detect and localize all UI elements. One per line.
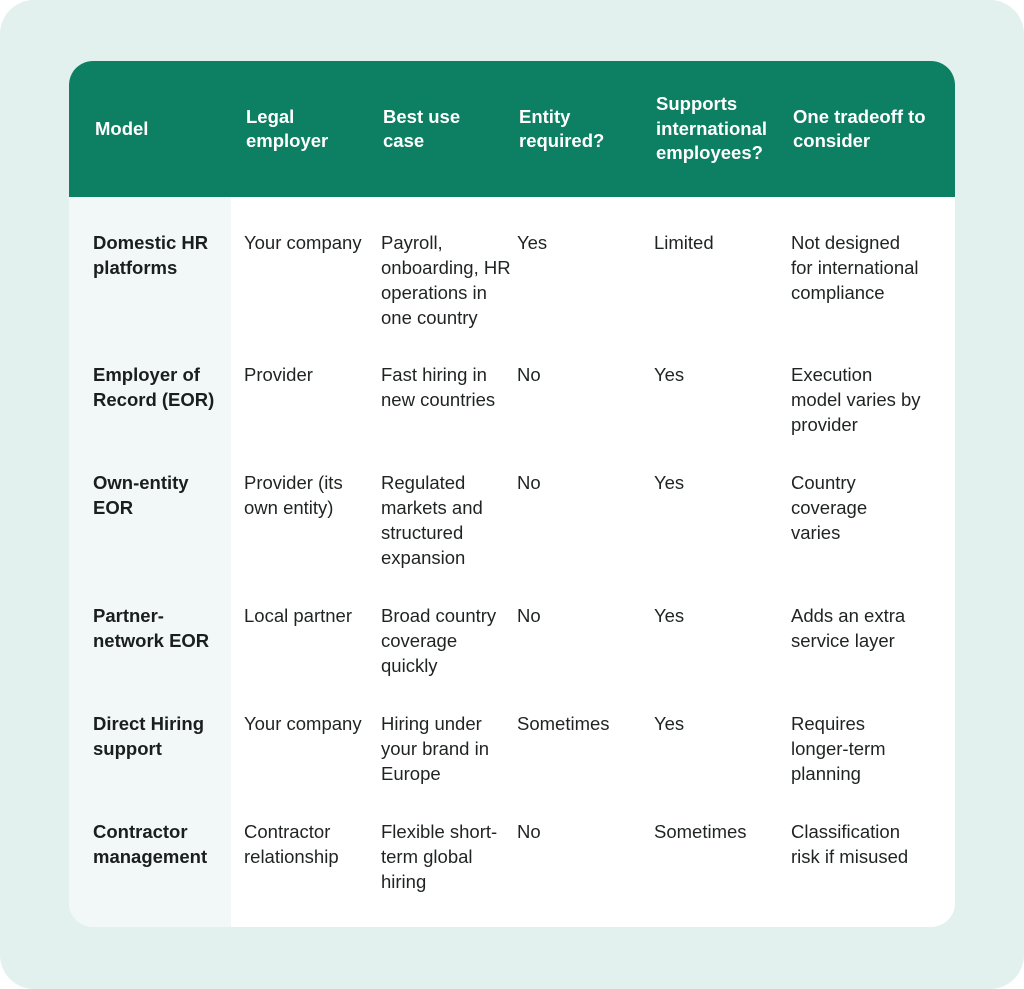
best-use-case-cell: Flexible short-term global hiring <box>381 821 498 892</box>
tradeoff-cell: Requires longer-term planning <box>791 713 886 784</box>
best-use-case-cell: Fast hiring in new countries <box>381 364 496 410</box>
tradeoff-cell: Country coverage varies <box>791 472 868 543</box>
header-tradeoff-label: One tradeoff to consider <box>793 105 926 151</box>
table-header <box>69 61 955 197</box>
tradeoff-cell: Adds an extra service layer <box>791 605 906 651</box>
model-cell: Domestic HR platforms <box>93 232 209 278</box>
entity-required-cell: No <box>517 472 541 493</box>
supports-international-cell: Yes <box>654 364 685 385</box>
supports-international-cell: Yes <box>654 713 685 734</box>
header-legal-employer-label: Legal employer <box>246 105 329 151</box>
legal-employer-cell: Your company <box>244 232 362 253</box>
entity-required-cell: No <box>517 821 541 842</box>
header-best-use-case-label: Best use case <box>383 105 461 151</box>
header-best-use-case <box>383 61 493 197</box>
header-tradeoff <box>793 61 938 197</box>
tradeoff-cell: Classification risk if misused <box>791 821 909 867</box>
model-cell: Partner-network EOR <box>93 605 210 651</box>
supports-international-cell: Sometimes <box>654 821 747 842</box>
model-cell: Own-entity EOR <box>93 472 189 518</box>
best-use-case-cell: Regulated markets and structured expansion <box>381 472 483 568</box>
comparison-table <box>69 61 955 927</box>
model-cell: Contractor management <box>93 821 208 867</box>
legal-employer-cell: Contractor relationship <box>244 821 339 867</box>
model-cell: Direct Hiring support <box>93 713 205 759</box>
header-entity-required-label: Entity required? <box>519 105 605 151</box>
header-supports-international-label: Supports international employees? <box>656 93 768 164</box>
entity-required-cell: Yes <box>517 232 548 253</box>
entity-required-cell: No <box>517 605 541 626</box>
legal-employer-cell: Local partner <box>244 605 352 626</box>
supports-international-cell: Limited <box>654 232 714 253</box>
entity-required-cell: No <box>517 364 541 385</box>
entity-required-cell: Sometimes <box>517 713 610 734</box>
first-column-background <box>69 197 231 927</box>
model-cell: Employer of Record (EOR) <box>93 364 215 410</box>
best-use-case-cell: Broad country coverage quickly <box>381 605 497 676</box>
tradeoff-cell: Execution model varies by provider <box>791 364 921 435</box>
legal-employer-cell: Provider <box>244 364 313 385</box>
header-legal-employer <box>246 61 366 197</box>
tradeoff-cell: Not designed for international compliance <box>791 232 919 303</box>
legal-employer-cell: Provider (its own entity) <box>244 472 343 518</box>
header-supports-international <box>656 61 786 197</box>
header-entity-required <box>519 61 629 197</box>
header-model-label: Model <box>95 117 149 139</box>
supports-international-cell: Yes <box>654 472 685 493</box>
legal-employer-cell: Your company <box>244 713 362 734</box>
header-model <box>95 61 225 197</box>
supports-international-cell: Yes <box>654 605 685 626</box>
best-use-case-cell: Payroll, onboarding, HR operations in one country <box>381 232 511 328</box>
best-use-case-cell: Hiring under your brand in Europe <box>381 713 489 784</box>
